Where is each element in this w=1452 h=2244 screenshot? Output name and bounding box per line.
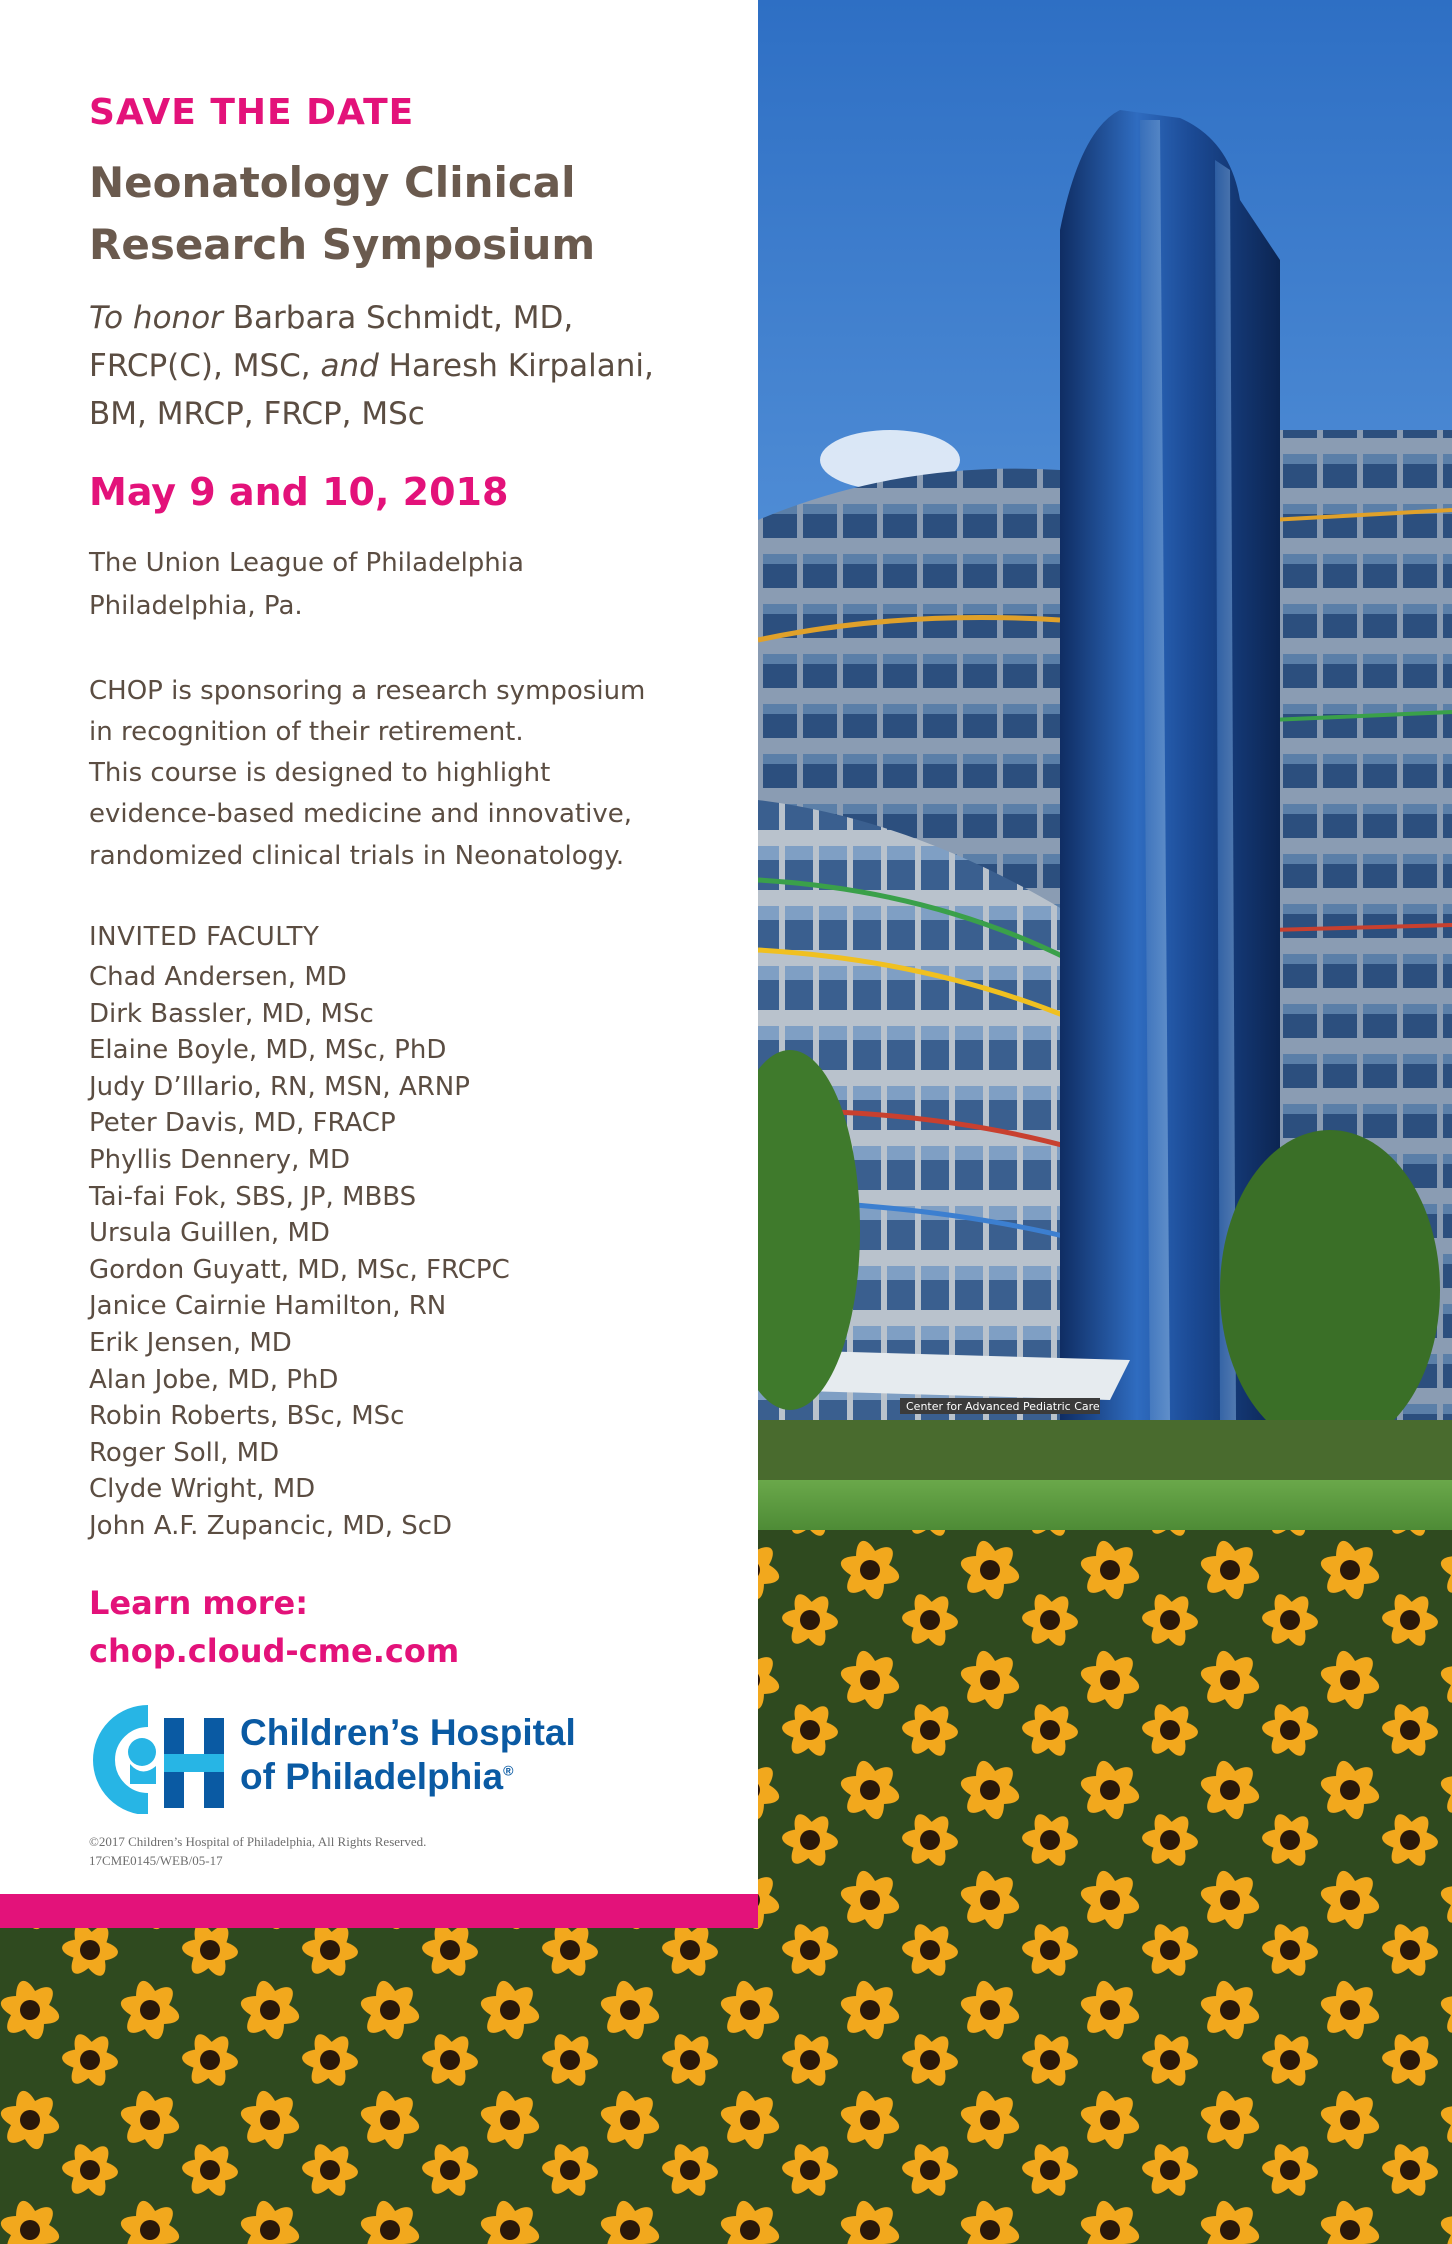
faculty-item: Chad Andersen, MD bbox=[89, 962, 347, 992]
faculty-item: Phyllis Dennery, MD bbox=[89, 1144, 351, 1175]
honor-text: Haresh Kirpalani, bbox=[378, 348, 654, 384]
faculty-item: Clyde Wright, MD bbox=[89, 1474, 316, 1505]
copyright-notice: ©2017 Children’s Hospital of Philadelphia, All Rights Reserved. bbox=[89, 1834, 427, 1849]
faculty-item: Robin Roberts, BSc, MSc bbox=[89, 1401, 405, 1432]
faculty-item: Erik Jensen, MD bbox=[89, 1327, 292, 1358]
document-code: 17CME0145/WEB/05-17 bbox=[89, 1853, 223, 1868]
honor-text: Barbara Schmidt, MD, bbox=[222, 300, 574, 336]
chop-logo bbox=[86, 1704, 696, 1824]
event-title-line2: Research Symposium bbox=[89, 220, 596, 269]
honor-text: FRCP(C), MSC, bbox=[89, 348, 321, 384]
registered-mark: ® bbox=[503, 1762, 514, 1779]
faculty-item: Elaine Boyle, MD, MSc, PhD bbox=[89, 1035, 447, 1066]
pink-accent-bar bbox=[0, 1894, 758, 1928]
faculty-item: Alan Jobe, MD, PhD bbox=[89, 1364, 339, 1395]
description-line: in recognition of their retirement. bbox=[89, 717, 524, 747]
chop-ch-logo-icon bbox=[86, 1704, 226, 1814]
description-line: This course is designed to highlight bbox=[89, 758, 551, 788]
description-line: CHOP is sponsoring a research symposium bbox=[89, 676, 646, 706]
faculty-item: Peter Davis, MD, FRACP bbox=[89, 1108, 396, 1139]
faculty-item: John A.F. Zupancic, MD, ScD bbox=[89, 1510, 453, 1541]
honorees-line3: BM, MRCP, FRCP, MSc bbox=[89, 396, 425, 432]
logo-name-line2 bbox=[240, 1756, 513, 1798]
learn-more-label: Learn more: bbox=[89, 1584, 308, 1622]
faculty-item: Judy D’Illario, RN, MSN, ARNP bbox=[89, 1071, 470, 1102]
event-title-line1: Neonatology Clinical bbox=[89, 158, 576, 207]
faculty-item: Roger Soll, MD bbox=[89, 1437, 280, 1468]
logo-name-text: of Philadelphia bbox=[240, 1756, 504, 1797]
honor-italic: To honor bbox=[89, 300, 223, 336]
save-the-date-kicker: SAVE THE DATE bbox=[89, 92, 415, 133]
honorees-line1 bbox=[89, 294, 573, 342]
faculty-item: Tai-fai Fok, SBS, JP, MBBS bbox=[89, 1181, 417, 1212]
honor-italic: and bbox=[320, 348, 379, 384]
learn-more-link[interactable]: chop.cloud-cme.com bbox=[89, 1632, 460, 1670]
logo-name-line1: Children’s Hospital bbox=[240, 1712, 576, 1753]
faculty-item: Ursula Guillen, MD bbox=[89, 1218, 330, 1249]
venue-name: The Union League of Philadelphia bbox=[89, 548, 524, 578]
faculty-item: Gordon Guyatt, MD, MSc, FRCPC bbox=[89, 1254, 510, 1285]
building-sign: Center for Advanced Pediatric Care bbox=[906, 1400, 1100, 1413]
faculty-item: Janice Cairnie Hamilton, RN bbox=[89, 1291, 447, 1322]
faculty-heading: INVITED FACULTY bbox=[89, 922, 320, 952]
description-line: evidence-based medicine and innovative, bbox=[89, 799, 632, 829]
event-date: May 9 and 10, 2018 bbox=[89, 470, 509, 514]
honorees-line2 bbox=[89, 342, 654, 390]
venue-city: Philadelphia, Pa. bbox=[89, 591, 303, 621]
faculty-item: Dirk Bassler, MD, MSc bbox=[89, 998, 374, 1029]
info-panel bbox=[0, 0, 758, 1894]
description-line: randomized clinical trials in Neonatology. bbox=[89, 841, 625, 871]
faculty-list bbox=[89, 959, 510, 1545]
